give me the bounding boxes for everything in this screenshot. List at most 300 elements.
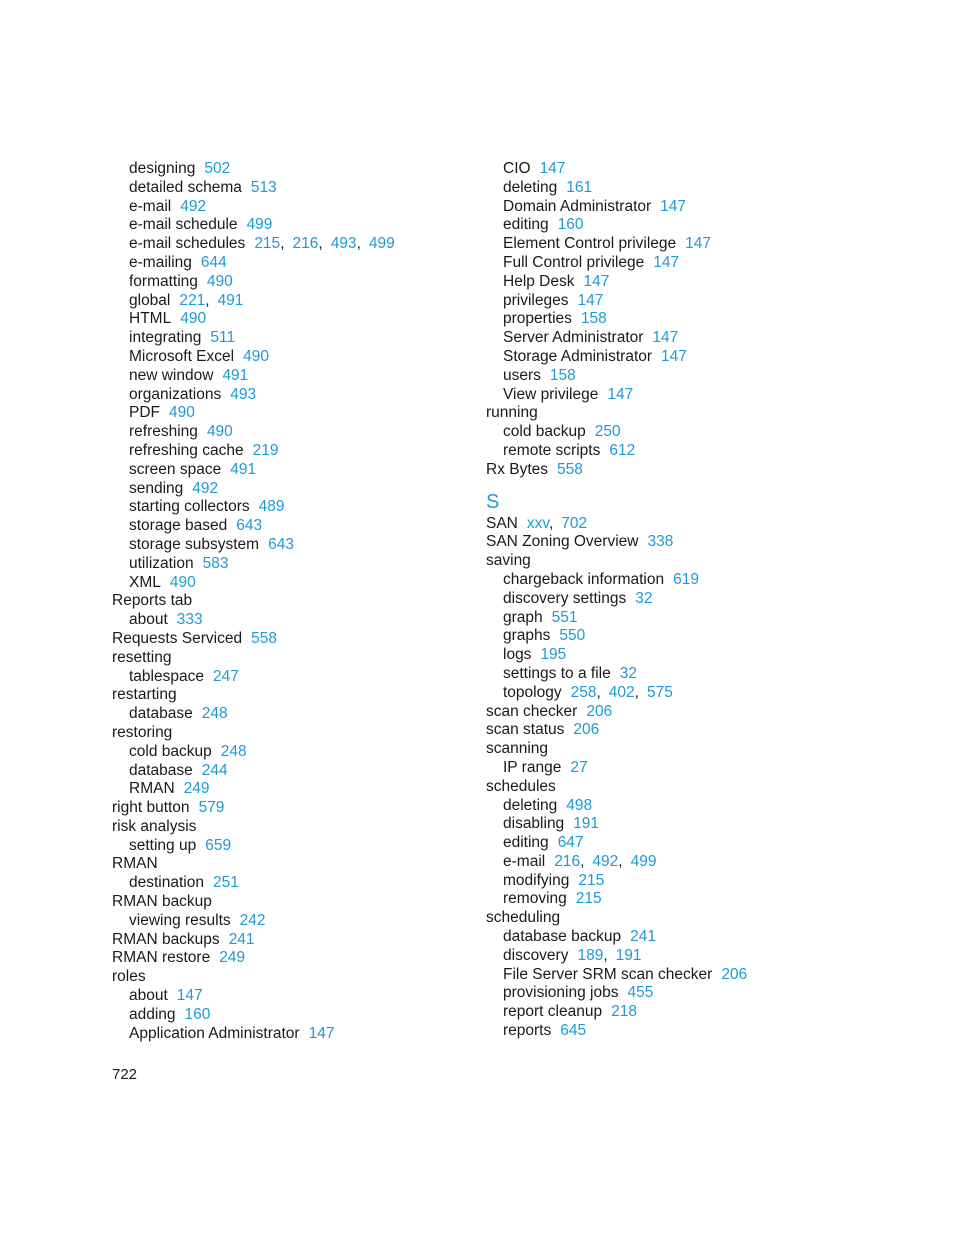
page-link[interactable]: 147 <box>577 291 604 309</box>
index-term: resetting <box>112 648 172 666</box>
page-references <box>177 987 203 1004</box>
page-references <box>627 984 653 1001</box>
page-separator: , <box>603 946 608 964</box>
index-term: tablespace <box>129 667 204 685</box>
section-letter-heading: S <box>486 490 500 513</box>
page-references <box>268 536 294 553</box>
index-term: saving <box>486 552 531 570</box>
page-link[interactable]: 659 <box>205 836 232 854</box>
page-references <box>247 216 273 233</box>
index-term: storage subsystem <box>129 535 260 553</box>
index-entry <box>486 909 926 928</box>
page-link[interactable]: 499 <box>368 235 395 253</box>
page-references <box>230 386 256 403</box>
page-link[interactable]: 221 <box>179 291 206 309</box>
index-subentry <box>486 609 926 628</box>
page-link[interactable]: 147 <box>308 1024 335 1042</box>
page-references <box>229 931 255 948</box>
page-link[interactable]: 206 <box>721 965 748 983</box>
index-column-right <box>486 160 926 1041</box>
page-references <box>554 853 656 870</box>
page-link[interactable]: 147 <box>583 272 610 290</box>
page-link[interactable]: 492 <box>592 852 619 870</box>
page-link[interactable]: 160 <box>557 216 584 234</box>
page-link[interactable]: 251 <box>212 874 239 892</box>
index-subentry <box>112 254 472 273</box>
page-link[interactable]: 490 <box>206 272 233 290</box>
page-references <box>207 273 233 290</box>
index-subentry <box>112 498 472 517</box>
index-subentry <box>486 590 926 609</box>
index-term: Rx Bytes <box>486 460 549 478</box>
page-link[interactable]: 191 <box>573 815 600 833</box>
index-term: e-mailing <box>129 253 192 271</box>
page-link[interactable]: 550 <box>559 627 586 645</box>
page-link[interactable]: 643 <box>236 517 263 535</box>
page-link[interactable]: 558 <box>251 629 277 647</box>
index-subentry <box>112 273 472 292</box>
page-references <box>202 762 228 779</box>
index-subentry <box>112 780 472 799</box>
index-term: integrating <box>129 329 202 347</box>
page-link[interactable]: 647 <box>557 834 584 852</box>
index-subentry <box>112 367 472 386</box>
page-link[interactable]: 216 <box>554 852 581 870</box>
index-term: utilization <box>129 554 194 572</box>
page-link[interactable]: 147 <box>176 987 203 1005</box>
page-link[interactable]: 206 <box>586 702 613 720</box>
index-term: e-mail <box>503 852 546 870</box>
page-link[interactable]: xxv <box>526 514 549 532</box>
index-subentry <box>486 235 926 254</box>
page-references <box>180 310 206 327</box>
index-term: restarting <box>112 686 177 704</box>
index-subentry <box>112 517 472 536</box>
index-term: report cleanup <box>503 1003 603 1021</box>
page-link[interactable]: 643 <box>268 535 294 553</box>
index-subentry <box>112 329 472 348</box>
index-term: Application Administrator <box>129 1024 300 1042</box>
index-term: Element Control privilege <box>503 235 677 253</box>
page-link[interactable]: 491 <box>222 366 249 384</box>
page-link[interactable]: 241 <box>630 928 656 946</box>
page-link[interactable]: 498 <box>566 796 593 814</box>
page-references <box>180 198 206 215</box>
page-separator: , <box>596 683 601 701</box>
index-term: Requests Serviced <box>112 629 243 647</box>
page-link[interactable]: 147 <box>652 329 679 347</box>
index-term: provisioning jobs <box>503 984 619 1002</box>
index-subentry <box>112 292 472 311</box>
page-references <box>204 160 230 177</box>
index-term: adding <box>129 1005 176 1023</box>
page-link[interactable]: 189 <box>577 946 604 964</box>
index-term: schedules <box>486 777 556 795</box>
page-link[interactable]: 499 <box>246 216 273 234</box>
index-term: deleting <box>503 178 558 196</box>
index-list-right-top <box>486 160 926 480</box>
index-term: screen space <box>129 460 222 478</box>
page-link[interactable]: 215 <box>575 890 602 908</box>
index-term: modifying <box>503 871 570 889</box>
index-subentry <box>486 759 926 778</box>
index-entry <box>112 799 472 818</box>
index-term: privileges <box>503 291 569 309</box>
index-term: restoring <box>112 723 173 741</box>
index-term: running <box>486 404 538 422</box>
index-term: SAN <box>486 514 518 532</box>
index-term: Microsoft Excel <box>129 347 235 365</box>
index-entry <box>112 855 472 874</box>
page-link[interactable]: 147 <box>653 253 680 271</box>
index-subentry <box>112 235 472 254</box>
page-references <box>652 329 678 346</box>
page-link[interactable]: 502 <box>204 160 231 177</box>
page-link[interactable]: 27 <box>570 758 588 776</box>
index-subentry <box>486 684 926 703</box>
index-term: discovery <box>503 946 569 964</box>
index-term: remote scripts <box>503 441 601 459</box>
page-link[interactable]: 244 <box>201 761 228 779</box>
page-references <box>259 498 285 515</box>
page-link[interactable]: 216 <box>292 235 319 253</box>
index-term: sending <box>129 479 184 497</box>
page-link[interactable]: 333 <box>176 611 203 629</box>
page-references <box>570 759 587 776</box>
page-references <box>685 235 711 252</box>
index-subentry <box>486 665 926 684</box>
index-subentry <box>112 442 472 461</box>
index-term: roles <box>112 968 146 986</box>
index-entry <box>486 515 926 534</box>
page-link[interactable]: 493 <box>330 235 357 253</box>
index-subentry <box>486 292 926 311</box>
page-references <box>236 517 262 534</box>
index-term: HTML <box>129 310 172 328</box>
index-term: chargeback information <box>503 570 665 588</box>
index-term: File Server SRM scan checker <box>503 965 713 983</box>
index-subentry <box>112 404 472 423</box>
page-link[interactable]: 575 <box>646 683 673 701</box>
index-subentry <box>112 423 472 442</box>
page-link[interactable]: 241 <box>228 930 255 948</box>
index-term: about <box>129 987 168 1005</box>
index-subentry <box>112 912 472 931</box>
page-references <box>566 179 592 196</box>
page-link[interactable]: 215 <box>254 235 281 253</box>
index-subentry <box>486 254 926 273</box>
page-references <box>576 890 602 907</box>
page-references <box>210 329 235 346</box>
page-references <box>213 668 239 685</box>
index-subentry <box>486 890 926 909</box>
index-term: users <box>503 366 541 384</box>
page-link[interactable]: 702 <box>561 514 588 532</box>
page-link[interactable]: 338 <box>647 533 674 551</box>
page-link[interactable]: 583 <box>202 554 229 572</box>
page-link[interactable]: 248 <box>220 742 247 760</box>
index-term: RMAN backups <box>112 930 220 948</box>
page-references <box>203 555 229 572</box>
index-subentry <box>486 853 926 872</box>
index-term: graph <box>503 608 543 626</box>
page-references <box>635 590 652 607</box>
index-term: View privilege <box>503 385 599 403</box>
index-subentry <box>486 179 926 198</box>
page-link[interactable]: 158 <box>549 366 576 384</box>
page-link[interactable]: 248 <box>201 705 228 723</box>
page-link[interactable]: 492 <box>192 479 219 497</box>
page-separator: , <box>318 235 323 253</box>
index-subentry <box>112 874 472 893</box>
page-separator: , <box>618 852 623 870</box>
page-link[interactable]: 215 <box>578 871 605 889</box>
page-references <box>653 254 679 271</box>
page-link[interactable]: 490 <box>243 347 269 365</box>
index-subentry <box>112 762 472 781</box>
page-link[interactable]: 147 <box>685 235 712 253</box>
index-entry <box>112 649 472 668</box>
index-term: RMAN backup <box>112 893 212 911</box>
page-link[interactable]: 191 <box>615 946 642 964</box>
page-references <box>661 348 687 365</box>
index-term: SAN Zoning Overview <box>486 533 639 551</box>
page-link[interactable]: 147 <box>607 385 634 403</box>
index-subentry <box>112 179 472 198</box>
page-link[interactable]: 513 <box>250 178 277 196</box>
page-references <box>207 423 233 440</box>
index-term: about <box>129 611 168 629</box>
page-link[interactable]: 160 <box>184 1005 211 1023</box>
index-term: settings to a file <box>503 664 611 682</box>
index-term: cold backup <box>503 423 586 441</box>
page-link[interactable]: 32 <box>635 589 653 607</box>
index-subentry <box>486 872 926 891</box>
page-link[interactable]: 455 <box>627 984 654 1002</box>
index-term: e-mail schedule <box>129 216 238 234</box>
index-subentry <box>486 966 926 985</box>
index-term: discovery settings <box>503 589 627 607</box>
index-term: removing <box>503 890 567 908</box>
page-references <box>219 949 245 966</box>
page-link[interactable]: 161 <box>566 178 593 196</box>
page-link[interactable]: 579 <box>198 799 225 817</box>
page-link[interactable]: 158 <box>580 310 607 328</box>
index-subentry <box>112 668 472 687</box>
page-link[interactable]: 490 <box>169 404 195 422</box>
index-subentry <box>112 348 472 367</box>
page-references <box>240 912 266 929</box>
index-subentry <box>486 797 926 816</box>
index-term: editing <box>503 834 549 852</box>
page-link[interactable]: 219 <box>252 441 279 459</box>
page-references <box>558 834 584 851</box>
index-term: risk analysis <box>112 817 197 835</box>
page-link[interactable]: 645 <box>560 1022 587 1040</box>
page-references <box>202 705 228 722</box>
page-link[interactable]: 551 <box>551 608 578 626</box>
index-term: Domain Administrator <box>503 197 652 215</box>
index-term: RMAN <box>112 855 158 873</box>
page-references <box>721 966 747 983</box>
page-references <box>611 1003 637 1020</box>
page-link[interactable]: 147 <box>660 197 687 215</box>
page-link[interactable]: 644 <box>200 253 227 271</box>
index-term: properties <box>503 310 572 328</box>
index-subentry <box>486 160 926 179</box>
page-link[interactable]: 492 <box>180 197 207 215</box>
index-subentry <box>486 928 926 947</box>
page-references <box>660 198 686 215</box>
page-references <box>184 780 210 797</box>
index-term: IP range <box>503 758 562 776</box>
index-subentry <box>112 705 472 724</box>
page-references <box>199 799 225 816</box>
index-subentry <box>112 611 472 630</box>
index-term: CIO <box>503 160 531 177</box>
index-entry <box>486 703 926 722</box>
index-subentry <box>486 198 926 217</box>
page-link[interactable]: 491 <box>217 291 244 309</box>
index-term: Reports tab <box>112 592 193 610</box>
index-term: new window <box>129 366 214 384</box>
page-references <box>254 235 394 252</box>
page-references <box>221 743 247 760</box>
page-link[interactable]: 250 <box>594 423 621 441</box>
page-link[interactable]: 493 <box>230 385 257 403</box>
page-link[interactable]: 490 <box>180 310 207 328</box>
index-term: scan checker <box>486 702 578 720</box>
index-term: detailed schema <box>129 178 242 196</box>
index-entry <box>486 778 926 797</box>
page-references <box>550 367 576 384</box>
index-term: deleting <box>503 796 558 814</box>
page-link[interactable]: 242 <box>239 911 266 929</box>
index-subentry <box>486 423 926 442</box>
page-link[interactable]: 558 <box>557 460 583 478</box>
index-entry <box>112 968 472 987</box>
page-link[interactable]: 490 <box>206 423 233 441</box>
page-link[interactable]: 218 <box>611 1003 637 1021</box>
page-references <box>192 480 218 497</box>
page-number: 722 <box>112 1066 138 1083</box>
page-link[interactable]: 206 <box>573 721 600 739</box>
index-subentry <box>486 627 926 646</box>
index-entry <box>486 552 926 571</box>
page-link[interactable]: 612 <box>609 441 636 459</box>
index-subentry <box>112 555 472 574</box>
page-references <box>540 646 566 663</box>
page-link[interactable]: 489 <box>258 498 285 516</box>
page-link[interactable]: 490 <box>169 573 196 591</box>
page-references <box>584 273 610 290</box>
page-references <box>243 348 269 365</box>
index-entry <box>486 533 926 552</box>
index-subentry <box>486 646 926 665</box>
index-term: RMAN <box>129 780 175 798</box>
index-term: graphs <box>503 627 551 645</box>
index-term: database <box>129 705 193 723</box>
index-term: viewing results <box>129 911 231 929</box>
page-references <box>573 815 599 832</box>
index-term: database backup <box>503 928 622 946</box>
index-term: topology <box>503 683 562 701</box>
page-references <box>170 574 196 591</box>
page-references <box>540 160 566 177</box>
index-term: Server Administrator <box>503 329 644 347</box>
index-subentry <box>112 461 472 480</box>
page-link[interactable]: 619 <box>673 570 699 588</box>
page-link[interactable]: 147 <box>661 347 687 365</box>
index-subentry <box>112 1025 472 1044</box>
page-references <box>673 571 699 588</box>
index-subentry <box>486 273 926 292</box>
index-subentry <box>486 1022 926 1041</box>
index-entry <box>486 740 926 759</box>
page-references <box>620 665 637 682</box>
page-references <box>609 442 635 459</box>
page-link[interactable]: 32 <box>619 664 637 682</box>
page-link[interactable]: 249 <box>219 949 246 967</box>
page-link[interactable]: 249 <box>183 780 210 798</box>
page-separator: , <box>634 683 639 701</box>
page-link[interactable]: 258 <box>570 683 597 701</box>
index-term: e-mail <box>129 197 172 215</box>
page-references <box>552 609 578 626</box>
index-subentry <box>486 834 926 853</box>
page-references <box>557 461 583 478</box>
index-term: formatting <box>129 272 198 290</box>
page-link[interactable]: 247 <box>212 667 239 685</box>
page-references <box>201 254 227 271</box>
index-term: refreshing cache <box>129 441 244 459</box>
index-subentry <box>112 574 472 593</box>
page-references <box>205 837 231 854</box>
page-separator: , <box>580 852 585 870</box>
page-link[interactable]: 499 <box>630 852 657 870</box>
page-separator: , <box>280 235 285 253</box>
index-subentry <box>112 216 472 235</box>
index-term: editing <box>503 216 549 234</box>
index-term: destination <box>129 874 204 892</box>
index-subentry <box>486 1003 926 1022</box>
index-entry <box>112 818 472 837</box>
index-entry <box>112 724 472 743</box>
page-separator: , <box>356 235 361 253</box>
page-link[interactable]: 147 <box>539 160 566 177</box>
index-term: storage based <box>129 517 228 535</box>
page-link[interactable]: 511 <box>210 329 236 347</box>
page-link[interactable]: 491 <box>230 460 257 478</box>
index-subentry <box>112 743 472 762</box>
index-subentry <box>486 815 926 834</box>
page-references <box>607 386 633 403</box>
page-references <box>573 721 599 738</box>
index-subentry <box>112 1006 472 1025</box>
index-subentry <box>112 837 472 856</box>
page-link[interactable]: 195 <box>540 646 567 664</box>
page-link[interactable]: 402 <box>608 683 635 701</box>
index-subentry <box>112 160 472 179</box>
index-entry <box>112 630 472 649</box>
page-references <box>230 461 256 478</box>
page-references <box>586 703 612 720</box>
index-term: scanning <box>486 740 549 758</box>
index-term: scheduling <box>486 909 561 927</box>
index-entry <box>486 461 926 480</box>
index-subentry <box>486 348 926 367</box>
page-references <box>558 216 584 233</box>
